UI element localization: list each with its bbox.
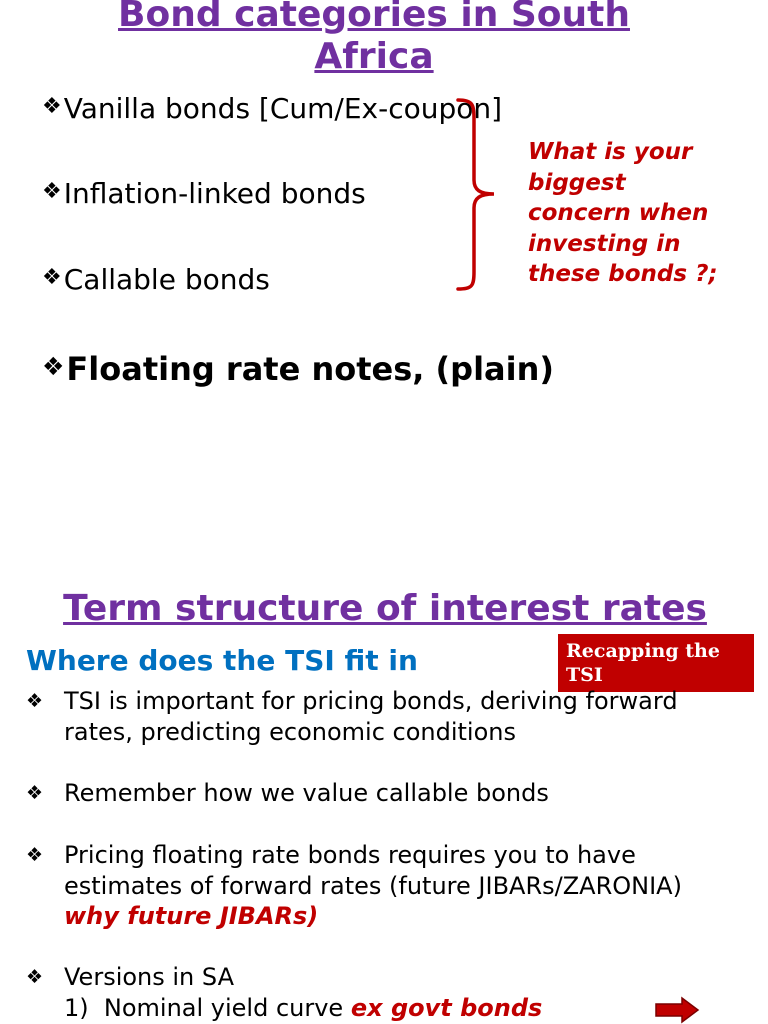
item-line-numbered <box>64 993 746 1024</box>
bullet-label: Inflation-linked bonds <box>63 177 366 210</box>
list-item <box>26 686 746 747</box>
right-arrow-icon[interactable] <box>654 996 700 1024</box>
question-line: What is your <box>528 139 693 165</box>
item-prefix: 1) Nominal yield curve <box>64 993 351 1022</box>
bullet-callable <box>42 263 270 297</box>
item-line: Pricing floating rate bonds requires you to have <box>64 841 636 869</box>
item-line: Versions in SA <box>64 963 234 991</box>
item-line: TSI is important for pricing bonds, deriving forward <box>64 687 678 715</box>
recap-badge <box>558 634 754 692</box>
subheading: Where does the TSI fit in <box>26 644 418 677</box>
item-line: estimates of forward rates (future JIBARs/ZARONIA) <box>64 871 682 900</box>
page-title-line1: Bond categories in South <box>118 0 630 35</box>
question-line: biggest <box>528 169 626 196</box>
bullet-label: Floating rate notes, (plain) <box>66 350 555 388</box>
bullet-label: Vanilla bonds [Cum/Ex-coupon] <box>63 92 503 125</box>
page-title-line2: Africa <box>314 36 434 77</box>
bullet-diamond-icon: ❖ <box>26 690 44 712</box>
bullet-diamond-icon: ❖ <box>42 179 62 204</box>
question-line: investing in <box>528 230 681 257</box>
bullet-floating-rate-notes <box>42 350 554 388</box>
bullet-diamond-icon: ❖ <box>42 352 65 381</box>
list-item <box>26 778 746 809</box>
section-title <box>0 588 768 630</box>
bullet-label: Callable bonds <box>63 263 270 296</box>
badge-line: Recapping the <box>566 640 720 662</box>
list-item <box>26 840 746 932</box>
bracket-question <box>528 137 758 290</box>
bullet-diamond-icon: ❖ <box>42 94 62 119</box>
bullet-diamond-icon: ❖ <box>26 782 44 804</box>
bullet-diamond-icon: ❖ <box>42 265 62 290</box>
item-line: Remember how we value callable bonds <box>64 779 549 807</box>
list-item <box>26 962 746 1023</box>
item-line: rates, predicting economic conditions <box>64 717 516 746</box>
item-emphasis: ex govt bonds <box>350 993 543 1022</box>
bullet-diamond-icon: ❖ <box>26 844 44 866</box>
bullet-inflation-linked <box>42 177 366 211</box>
badge-line: TSI <box>566 664 603 686</box>
question-line: these bonds ?; <box>528 261 718 287</box>
page-title <box>0 0 748 78</box>
bullet-vanilla <box>42 92 502 126</box>
section-title-text: Term structure of interest rates <box>63 588 707 629</box>
bullet-diamond-icon: ❖ <box>26 966 44 988</box>
question-line: concern when <box>528 200 709 226</box>
right-curly-brace-icon <box>452 96 500 294</box>
item-emphasis: why future JIBARs) <box>64 902 319 930</box>
